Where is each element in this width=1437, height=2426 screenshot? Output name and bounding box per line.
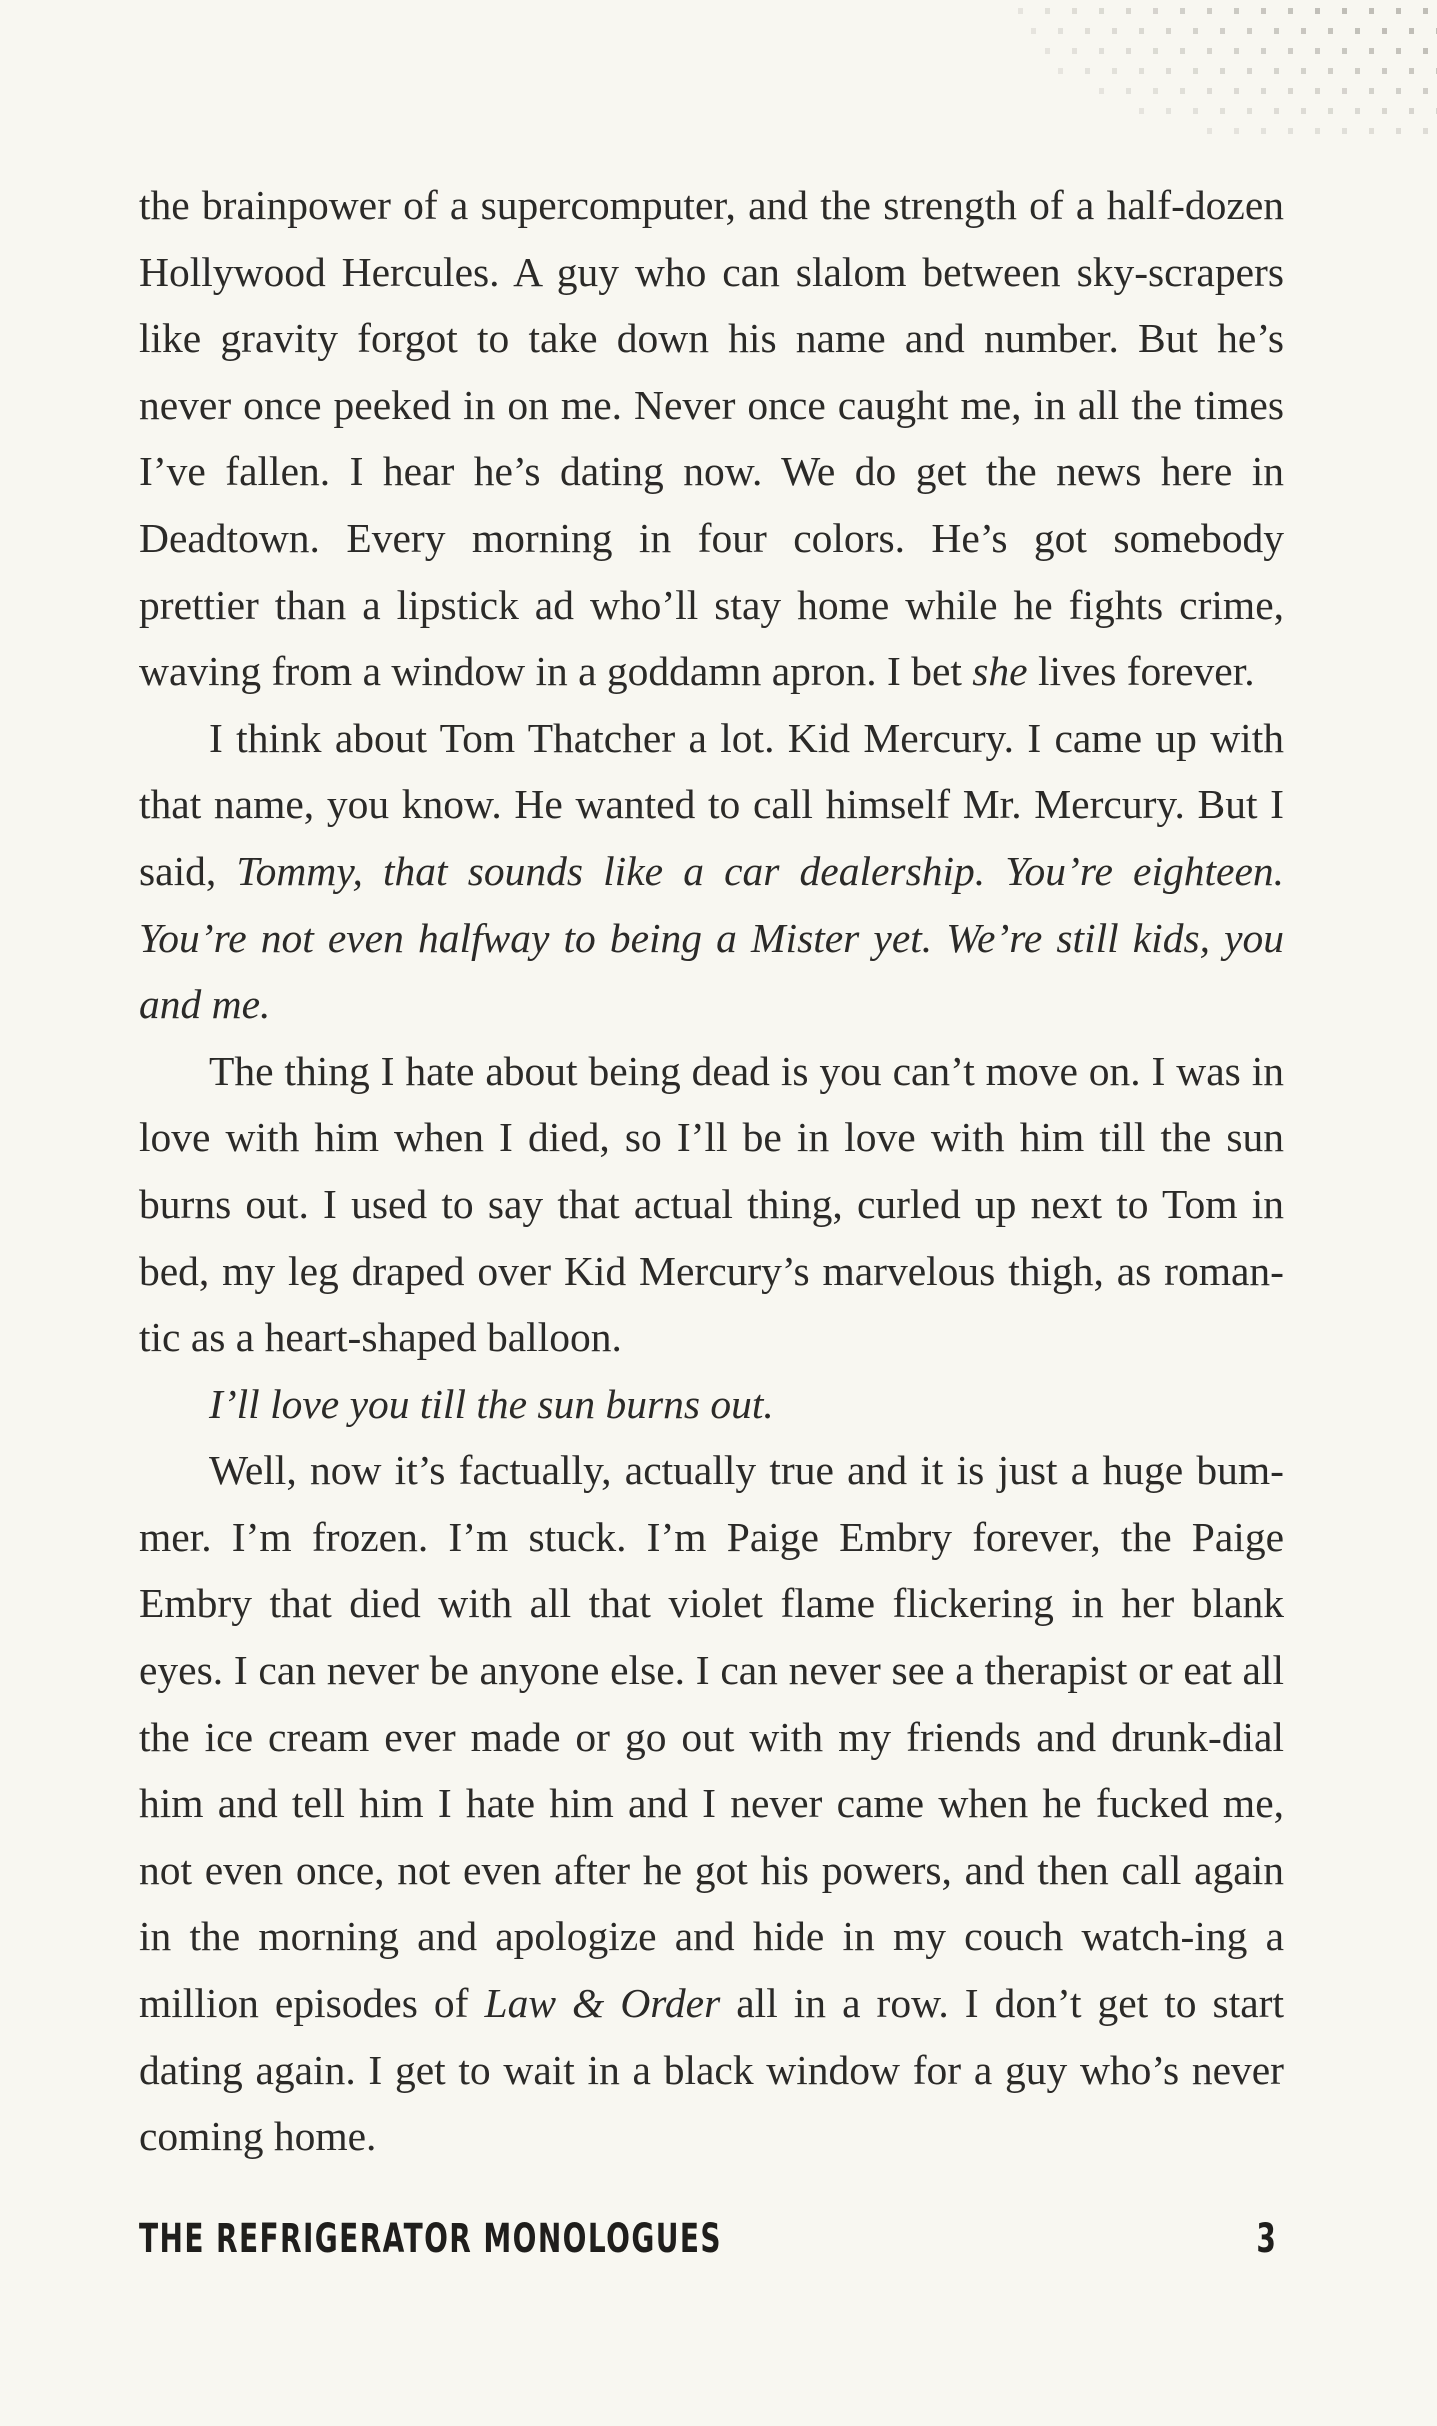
halftone-dot bbox=[1396, 88, 1401, 94]
halftone-dot bbox=[1369, 128, 1374, 134]
halftone-dot bbox=[1126, 88, 1131, 94]
halftone-dot bbox=[1315, 88, 1320, 94]
halftone-dot bbox=[1207, 8, 1212, 14]
halftone-dot bbox=[1423, 128, 1428, 134]
halftone-dot bbox=[1247, 108, 1252, 114]
halftone-dot bbox=[1315, 8, 1320, 14]
halftone-dot bbox=[1207, 128, 1212, 134]
halftone-dot bbox=[1099, 88, 1104, 94]
halftone-dot bbox=[1396, 8, 1401, 14]
halftone-dot bbox=[1423, 48, 1428, 54]
halftone-dot bbox=[1409, 68, 1414, 74]
halftone-dot bbox=[1355, 28, 1360, 34]
halftone-dot bbox=[1153, 48, 1158, 54]
halftone-dot bbox=[1261, 48, 1266, 54]
halftone-dot bbox=[1207, 48, 1212, 54]
halftone-dot bbox=[1355, 68, 1360, 74]
halftone-dot bbox=[1342, 48, 1347, 54]
halftone-dot bbox=[1342, 8, 1347, 14]
halftone-dot bbox=[1180, 88, 1185, 94]
halftone-dot bbox=[1328, 68, 1333, 74]
text-run: Well, now it’s factually, actually true and it is just a huge bum-mer. I’m frozen. I’m stuck. I’m Paige Embry forever, the Paige Embry that died with all that violet flame flickering in her blank eyes. I can never be anyone else. I can never see a therapist or eat all the ice cream ever made or go out with my friends and drunk-dial him and tell him I hate him and I never came when he fucked me, not even once, not even after he got his powers, and then call again in the morning and apologize and hide in my couch watch-ing a million episodes of bbox=[139, 1447, 1284, 2027]
halftone-dot bbox=[1301, 68, 1306, 74]
halftone-dot bbox=[1261, 8, 1266, 14]
halftone-dot bbox=[1247, 28, 1252, 34]
halftone-dot bbox=[1139, 28, 1144, 34]
halftone-dot bbox=[1315, 128, 1320, 134]
halftone-dot bbox=[1301, 108, 1306, 114]
halftone-dot bbox=[1139, 68, 1144, 74]
halftone-dot bbox=[1045, 8, 1050, 14]
halftone-dot bbox=[1099, 48, 1104, 54]
halftone-dot bbox=[1193, 28, 1198, 34]
halftone-dot bbox=[1166, 108, 1171, 114]
halftone-dot bbox=[1288, 48, 1293, 54]
halftone-dot bbox=[1193, 68, 1198, 74]
halftone-dot bbox=[1180, 48, 1185, 54]
halftone-dot bbox=[1369, 88, 1374, 94]
halftone-dot bbox=[1018, 8, 1023, 14]
halftone-dot bbox=[1382, 68, 1387, 74]
halftone-dot bbox=[1234, 88, 1239, 94]
halftone-dot bbox=[1369, 8, 1374, 14]
halftone-dot bbox=[1072, 8, 1077, 14]
italic-text: Law & Order bbox=[484, 1980, 721, 2027]
halftone-dot bbox=[1274, 108, 1279, 114]
halftone-dot bbox=[1126, 8, 1131, 14]
halftone-dot bbox=[1342, 128, 1347, 134]
halftone-dot bbox=[1355, 108, 1360, 114]
halftone-dot bbox=[1342, 88, 1347, 94]
page-footer bbox=[139, 2216, 1284, 2276]
halftone-dot bbox=[1409, 108, 1414, 114]
halftone-dot bbox=[1085, 68, 1090, 74]
paragraph bbox=[139, 1371, 1284, 1438]
italic-text: she bbox=[972, 648, 1028, 695]
halftone-dot bbox=[1423, 88, 1428, 94]
halftone-dot bbox=[1031, 28, 1036, 34]
halftone-dot bbox=[1220, 108, 1225, 114]
halftone-dot bbox=[1328, 28, 1333, 34]
italic-text: Tommy, that sounds like a car dealership. You’re eighteen. You’re not even halfway to being a Mister yet. We’re still kids, you and me. bbox=[139, 847, 1284, 1028]
halftone-dot bbox=[1382, 28, 1387, 34]
halftone-dot bbox=[1261, 128, 1266, 134]
halftone-dot bbox=[1112, 28, 1117, 34]
paragraph bbox=[139, 1437, 1284, 2170]
halftone-dot bbox=[1328, 108, 1333, 114]
running-title: THE REFRIGERATOR MONOLOGUES bbox=[139, 2216, 722, 2262]
halftone-dot bbox=[1153, 8, 1158, 14]
italic-text: I’ll love you till the sun burns out. bbox=[209, 1380, 774, 1427]
text-run: I think about Tom Thatcher a lot. Kid Mercury. I came up with that name, you know. He wanted to call himself Mr. Mercury. But I said, bbox=[139, 714, 1284, 894]
halftone-dot bbox=[1126, 48, 1131, 54]
halftone-dot bbox=[1247, 68, 1252, 74]
halftone-dot bbox=[1382, 108, 1387, 114]
halftone-dot bbox=[1072, 48, 1077, 54]
halftone-dot bbox=[1261, 88, 1266, 94]
paragraph bbox=[139, 172, 1284, 705]
halftone-dot bbox=[1180, 8, 1185, 14]
halftone-dot bbox=[1220, 28, 1225, 34]
halftone-dot bbox=[1369, 48, 1374, 54]
halftone-dot bbox=[1153, 88, 1158, 94]
halftone-dot bbox=[1058, 28, 1063, 34]
halftone-dot bbox=[1288, 8, 1293, 14]
halftone-dot bbox=[1288, 128, 1293, 134]
halftone-dot bbox=[1207, 88, 1212, 94]
halftone-dot bbox=[1112, 68, 1117, 74]
halftone-dot bbox=[1409, 28, 1414, 34]
halftone-dot bbox=[1274, 28, 1279, 34]
halftone-dot bbox=[1058, 68, 1063, 74]
halftone-dot bbox=[1220, 68, 1225, 74]
halftone-dot bbox=[1166, 28, 1171, 34]
halftone-dot bbox=[1274, 68, 1279, 74]
halftone-dot-decoration bbox=[917, 0, 1437, 150]
paragraph bbox=[139, 705, 1284, 1038]
paragraph bbox=[139, 1038, 1284, 1371]
halftone-dot bbox=[1234, 128, 1239, 134]
halftone-dot bbox=[1423, 8, 1428, 14]
halftone-dot bbox=[1045, 48, 1050, 54]
halftone-dot bbox=[1396, 48, 1401, 54]
text-run: all in a row. I don’t get to start dating again. I get to wait in a black window for a guy who’s never coming home. bbox=[139, 1980, 1284, 2160]
halftone-dot bbox=[1085, 28, 1090, 34]
halftone-dot bbox=[1234, 8, 1239, 14]
halftone-dot bbox=[1139, 108, 1144, 114]
text-run: the brainpower of a supercomputer, and the strength of a half-dozen Hollywood Hercules. A guy who can slalom between sky-scrapers like gravity forgot to take down his name and number. But he’s never once peeked in on me. Never once caught me, in all the times I’ve fallen. I hear he’s dating now. We do get the news here in Deadtown. Every morning in four colors. He’s got somebody prettier than a lipstick ad who’ll stay home while he fights crime, waving from a window in a goddamn apron. I bet bbox=[139, 182, 1284, 695]
body-text bbox=[139, 172, 1284, 2170]
halftone-dot bbox=[1301, 28, 1306, 34]
halftone-dot bbox=[1396, 128, 1401, 134]
halftone-dot bbox=[1315, 48, 1320, 54]
text-run: The thing I hate about being dead is you can’t move on. I was in love with him when I died, so I’ll be in love with him till the sun burns out. I used to say that actual thing, curled up next to Tom in bed, my leg draped over Kid Mercury’s marvelous thigh, as roman-tic as a heart-shaped balloon. bbox=[139, 1047, 1284, 1361]
page-number: 3 bbox=[1256, 2216, 1276, 2262]
halftone-dot bbox=[1099, 8, 1104, 14]
text-run: lives forever. bbox=[1027, 648, 1255, 695]
halftone-dot bbox=[1234, 48, 1239, 54]
halftone-dot bbox=[1288, 88, 1293, 94]
halftone-dot bbox=[1193, 108, 1198, 114]
halftone-dot bbox=[1166, 68, 1171, 74]
